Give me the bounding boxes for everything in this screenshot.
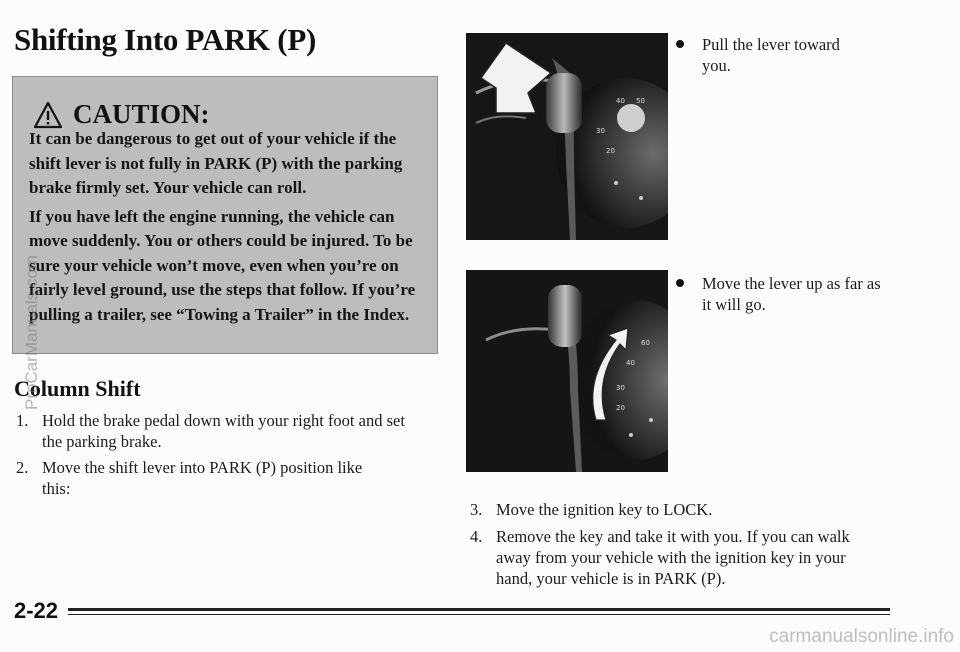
- bullet-move-lever-up: [676, 273, 896, 315]
- caution-box: [12, 76, 438, 354]
- bullet-text: Move the lever up as far as it will go.: [702, 274, 881, 314]
- corner-watermark: carmanualsonline.info: [769, 626, 954, 647]
- step-number: 3.: [470, 500, 483, 519]
- shift-lever-pull-illustration: [466, 33, 668, 240]
- bullet-pull-lever: [676, 34, 876, 76]
- step-text: Move the shift lever into PARK (P) position like this:: [42, 458, 363, 498]
- step-number: 2.: [16, 458, 29, 477]
- step-4: [470, 526, 890, 592]
- caution-body: [29, 127, 425, 331]
- svg-text:20: 20: [616, 404, 625, 412]
- caution-paragraph: If you have left the engine running, the vehicle can move suddenly. You or others could be injured. To be sure your vehicle won’t move, even when you’re on fairly level ground, use the steps that follow. If you’re pulling a trailer, see “Towing a Trailer” in the Index.: [29, 206, 416, 324]
- svg-text:30: 30: [596, 127, 605, 135]
- footer-rule: [68, 608, 890, 611]
- svg-text:60: 60: [641, 339, 650, 347]
- step-number: 4.: [470, 527, 483, 546]
- step-1: [16, 410, 426, 454]
- step-text: Hold the brake pedal down with your right foot and set the parking brake.: [42, 411, 405, 451]
- svg-text:50: 50: [636, 97, 645, 105]
- step-text: Move the ignition key to LOCK.: [496, 500, 713, 519]
- step-number: 1.: [16, 411, 29, 430]
- bullet-dot: [676, 279, 684, 287]
- bullet-text: Pull the lever toward you.: [702, 35, 840, 75]
- svg-text:30: 30: [616, 384, 625, 392]
- step-3: [470, 499, 890, 523]
- svg-text:40: 40: [616, 97, 625, 105]
- caution-paragraph: It can be dangerous to get out of your vehicle if the shift lever is not fully in PARK (P) with the parking brake firmly set. Your vehicle can roll.: [29, 129, 403, 197]
- shift-lever-pull-photo: [466, 33, 668, 240]
- shift-lever-up-illustration: [466, 270, 668, 472]
- step-text: Remove the key and take it with you. If you can walk away from your vehicle with the ignition key in your hand, your vehicle is in PARK (P).: [496, 527, 850, 588]
- page-title: Shifting Into PARK (P): [14, 22, 316, 57]
- footer-rule: [68, 614, 890, 615]
- caution-header: [33, 99, 210, 130]
- shift-lever-up-photo: [466, 270, 668, 472]
- page-number: 2-22: [14, 598, 59, 623]
- side-watermark: ProCarManuals.com: [22, 255, 41, 410]
- warning-triangle-icon: [33, 101, 63, 129]
- caution-heading: CAUTION:: [73, 99, 210, 129]
- section-heading: Column Shift: [14, 376, 141, 401]
- step-2: [16, 457, 426, 501]
- svg-text:40: 40: [626, 359, 635, 367]
- bullet-dot: [676, 40, 684, 48]
- svg-text:20: 20: [606, 147, 615, 155]
